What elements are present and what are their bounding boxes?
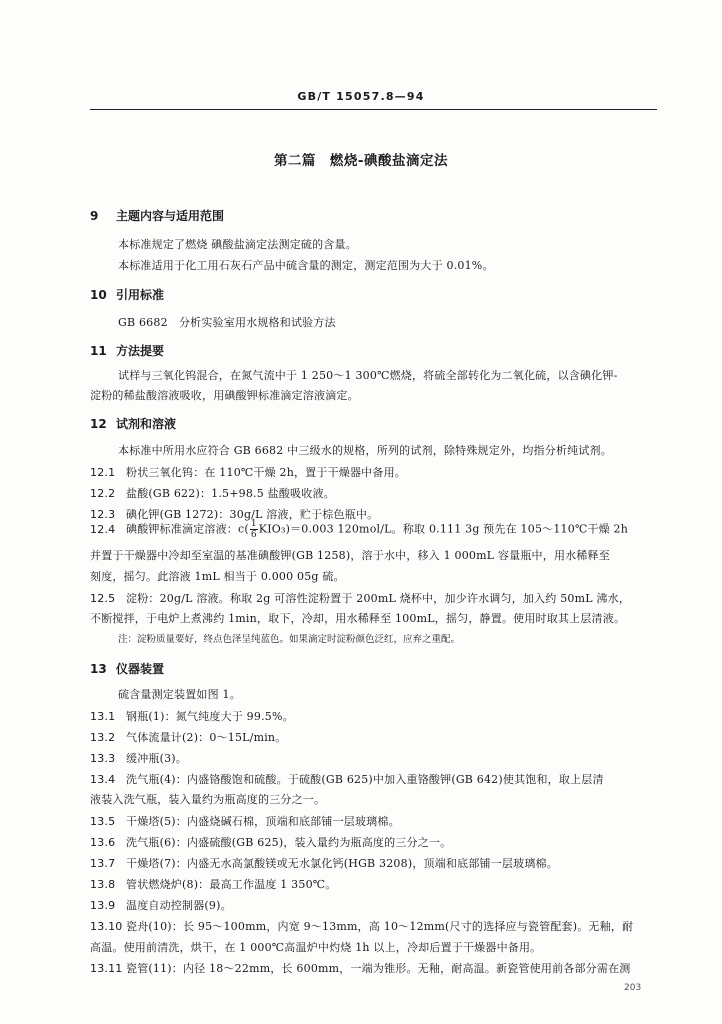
item-number: 13.3 — [90, 752, 116, 765]
item-12-4-line-2: 并置于干燥器中冷却至室温的基准碘酸钾(GB 1258)，溶于水中，移入 1 000mL 容量瓶中，用水稀释至 — [90, 549, 610, 562]
fraction — [250, 519, 258, 540]
page-number: 203 — [624, 983, 642, 993]
item-text: 粉状三氧化钨：在 110℃干燥 2h，置于干燥器中备用。 — [126, 466, 406, 479]
part-title: 第二篇 燃烧-碘酸盐滴定法 — [273, 153, 449, 169]
section-9-heading — [90, 207, 224, 224]
item-13-3 — [90, 750, 187, 766]
section-title: 引用标准 — [116, 288, 165, 302]
note: 注：淀粉质量要好，终点色泽呈纯蓝色。如果滴定时淀粉颜色泛红，应弃之重配。 — [118, 634, 461, 645]
header-rule — [90, 109, 657, 110]
item-12-5 — [90, 590, 630, 606]
item-text: 管状燃烧炉(8)：最高工作温度 1 350℃。 — [126, 878, 337, 891]
item-text: 盐酸(GB 622)：1.5+98.5 盐酸吸收液。 — [126, 487, 335, 500]
item-text: 洗气瓶(6)：内盛硫酸(GB 625)，装入量约为瓶高度的三分之一。 — [126, 836, 452, 849]
section-11-heading — [90, 342, 164, 359]
section-number: 12 — [90, 417, 107, 431]
item-12-4 — [90, 519, 628, 540]
item-text: 钢瓶(1)：氮气纯度大于 99.5%。 — [126, 710, 294, 723]
item-text: 洗气瓶(4)：内盛铬酸饱和硫酸。于硫酸(GB 625)中加入重铬酸钾(GB 642)使其饱和，取上层清 — [126, 773, 604, 786]
item-text: 干燥塔(7)：内盛无水高氯酸镁或无水氯化钙(HGB 3208)，顶端和底部铺一层玻璃棉。 — [126, 857, 558, 870]
section-11-line-2: 淀粉的稀盐酸溶液吸收，用碘酸钾标准滴定溶液滴定。 — [90, 389, 359, 402]
item-12-5-line-2: 不断搅拌，于电炉上煮沸约 1min，取下，冷却，用水稀释至 100mL，摇匀，静置。使用时取其上层清液。 — [90, 612, 626, 625]
item-12-1 — [90, 464, 406, 480]
item-number: 13.8 — [90, 878, 116, 891]
item-13-6 — [90, 834, 451, 850]
section-11-line-1: 试样与三氧化钨混合，在氮气流中于 1 250～1 300℃燃烧，将硫全部转化为二氧化硫，以含碘化钾- — [118, 369, 618, 382]
section-title: 方法提要 — [116, 344, 165, 358]
item-12-4-line-3: 刻度，摇匀。此溶液 1mL 相当于 0.000 05g 硫。 — [90, 570, 345, 583]
section-9-para-1: 本标准规定了燃烧 碘酸盐滴定法测定硫的含量。 — [118, 238, 357, 251]
item-13-10 — [90, 918, 633, 934]
item-text: 碘酸钾标准滴定溶液：c( — [126, 522, 249, 536]
item-text: 气体流量计(2)：0～15L/min。 — [126, 731, 287, 744]
item-text: 缓冲瓶(3)。 — [126, 752, 187, 765]
item-13-4-line-2: 液装入洗气瓶，装入量约为瓶高度的三分之一。 — [90, 793, 326, 806]
item-text: 干燥塔(5)：内盛烧碱石棉，顶端和底部铺一层玻璃棉。 — [126, 815, 400, 828]
section-title: 主题内容与适用范围 — [116, 209, 225, 223]
item-13-7 — [90, 855, 558, 871]
item-13-9 — [90, 897, 232, 913]
item-text: 瓷管(11)：内径 18～22mm，长 600mm，一端为锥形。无釉，耐高温。新瓷管使用前各部分需在测 — [126, 962, 631, 975]
item-number: 13.4 — [90, 773, 116, 786]
item-number: 12.5 — [90, 592, 116, 605]
item-number: 12.3 — [90, 508, 116, 521]
section-9-para-2: 本标准适用于化工用石灰石产品中硫含量的测定，测定范围为大于 0.01%。 — [118, 259, 494, 272]
section-title: 试剂和溶液 — [116, 417, 177, 431]
item-number: 13.1 — [90, 710, 116, 723]
item-number: 13.7 — [90, 857, 116, 870]
fraction-numerator: 1 — [250, 519, 257, 529]
item-text: 碘化钾(GB 1272)：30g/L 溶液，贮于棕色瓶中。 — [126, 508, 379, 521]
item-number: 13.2 — [90, 731, 116, 744]
section-10-heading — [90, 286, 164, 303]
item-13-11 — [90, 960, 630, 976]
fraction-denominator: 6 — [250, 530, 257, 540]
section-title: 仪器装置 — [116, 662, 165, 676]
section-13-intro: 硫含量测定装置如图 1。 — [118, 688, 241, 701]
item-13-8 — [90, 876, 336, 892]
section-13-heading — [90, 660, 164, 677]
item-number: 12.2 — [90, 487, 116, 500]
item-text: 温度自动控制器(9)。 — [126, 899, 232, 912]
item-text: 淀粉：20g/L 溶液。称取 2g 可溶性淀粉置于 200mL 烧杯中，加少许水调匀，加入约 50mL 沸水， — [126, 592, 631, 605]
section-number: 11 — [90, 344, 107, 358]
item-number: 12.1 — [90, 466, 116, 479]
section-number: 13 — [90, 662, 107, 676]
item-number: 12.4 — [90, 522, 116, 536]
item-13-1 — [90, 708, 294, 724]
item-13-4 — [90, 771, 604, 787]
section-number: 9 — [90, 209, 99, 223]
section-10-para-1: GB 6682 分析实验室用水规格和试验方法 — [118, 316, 336, 329]
item-number: 13.10 — [90, 920, 123, 933]
item-number: 13.9 — [90, 899, 116, 912]
item-number: 13.11 — [90, 962, 123, 975]
item-13-2 — [90, 729, 286, 745]
item-12-2 — [90, 485, 335, 501]
section-number: 10 — [90, 288, 107, 302]
item-text-continued: KIO₃)＝0.003 120mol/L。称取 0.111 3g 预先在 105～110℃干燥 2h — [258, 522, 629, 536]
item-13-5 — [90, 813, 400, 829]
section-12-intro: 本标准中所用水应符合 GB 6682 中三级水的规格，所列的试剂，除特殊规定外，均指分析纯试剂。 — [118, 444, 612, 457]
standard-number-header: GB/T 15057.8—94 — [297, 90, 425, 103]
item-text: 瓷舟(10)：长 95～100mm，内宽 9～13mm，高 10～12mm(尺寸的选择应与瓷管配套)。无釉，耐 — [126, 920, 634, 933]
item-number: 13.6 — [90, 836, 116, 849]
item-number: 13.5 — [90, 815, 116, 828]
section-12-heading — [90, 415, 176, 432]
item-13-10-line-2: 高温。使用前清洗，烘干，在 1 000℃高温炉中灼烧 1h 以上，冷却后置于干燥器中备用。 — [90, 941, 542, 954]
